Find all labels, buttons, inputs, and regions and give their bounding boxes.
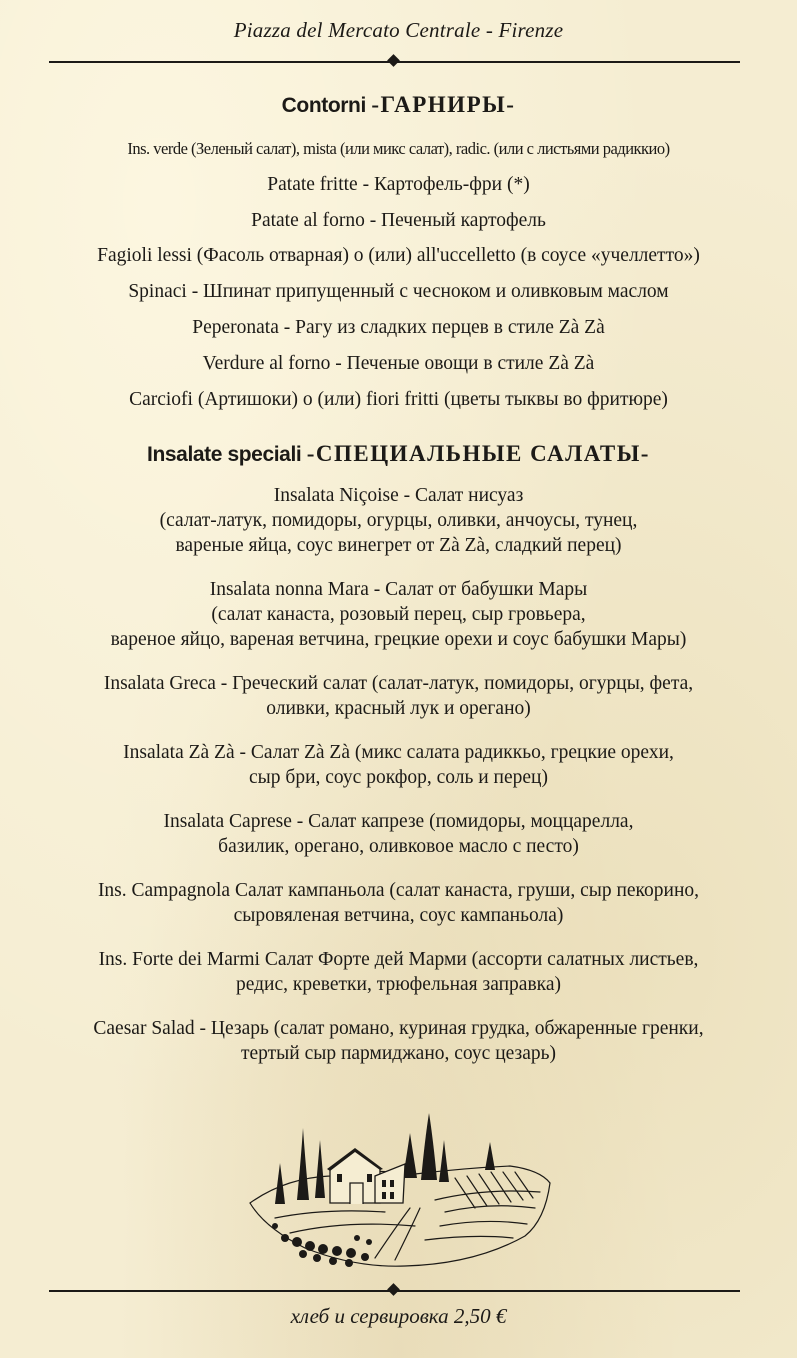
salad-line: сыровяленая ветчина, соус кампаньола) xyxy=(233,905,564,926)
salad-item xyxy=(0,947,797,997)
diamond-ornament-icon xyxy=(387,1283,400,1296)
salad-line: Ins. Forte dei Marmi Салат Форте дей Марми (ассорти салатных листьев, xyxy=(98,949,699,970)
salad-line: оливки, красный лук и орегано) xyxy=(266,698,531,719)
salad-line: Insalata nonna Mara - Салат от бабушки Мары xyxy=(209,579,588,600)
section-title-italian: Contorni xyxy=(281,94,372,117)
salad-line: Insalata Caprese - Салат капрезе (помидоры, моццарелла, xyxy=(163,811,634,832)
section-title-russian: -ГАРНИРЫ- xyxy=(371,92,516,117)
salad-line: вареные яйца, соус винегрет от Zà Zà, сладкий перец) xyxy=(175,535,622,556)
menu-item: Fagioli lessi (Фасоль отварная) o (или) all'uccelletto (в соусе «учеллетто») xyxy=(97,245,700,267)
salad-item xyxy=(0,1016,797,1066)
contorni-list xyxy=(0,137,797,423)
salad-line: Insalata Niçoise - Салат нисуаз xyxy=(273,485,524,506)
salad-item xyxy=(0,483,797,558)
salad-line: Insalata Greca - Греческий салат (салат-латук, помидоры, огурцы, фета, xyxy=(103,673,694,694)
salad-line: вареное яйцо, вареная ветчина, грецкие орехи и соус бабушки Мары) xyxy=(110,629,687,650)
salad-item xyxy=(0,878,797,928)
top-divider xyxy=(49,56,740,68)
location-title: Piazza del Mercato Centrale - Firenze xyxy=(233,18,564,42)
menu-item: Patate al forno - Печеный картофель xyxy=(251,209,546,231)
salad-item xyxy=(0,577,797,652)
menu-item: Spinaci - Шпинат припущенный с чесноком и оливковым маслом xyxy=(128,281,669,303)
salad-line: Caesar Salad - Цезарь (салат романо, куриная грудка, обжаренные гренки, xyxy=(93,1018,704,1039)
salads-list xyxy=(0,483,797,1085)
salad-line: редис, креветки, трюфельная заправка) xyxy=(235,974,561,995)
salad-item xyxy=(0,671,797,721)
menu-item: Peperonata - Рагу из сладких перцев в стиле Zà Zà xyxy=(192,316,605,338)
section-title-russian: -СПЕЦИАЛЬНЫЕ САЛАТЫ- xyxy=(306,441,650,466)
tuscan-landscape-icon xyxy=(245,1108,555,1273)
bread-service-note: хлеб и сервировка 2,50 € xyxy=(290,1304,507,1328)
menu-item: Ins. verde (Зеленый салат), mista (или микс салат), radic. (или с листьями радиккио) xyxy=(127,139,670,158)
salad-line: Insalata Zà Zà - Салат Zà Zà (микс салата радиккьо, грецкие орехи, xyxy=(123,742,674,763)
diamond-ornament-icon xyxy=(387,54,400,67)
salad-item xyxy=(0,740,797,790)
salad-item xyxy=(0,809,797,859)
menu-item: Carciofi (Артишоки) o (или) fiori fritti (цветы тыквы во фритюре) xyxy=(129,388,668,410)
salad-line: (салат канаста, розовый перец, сыр гровьера, xyxy=(211,604,586,625)
salad-line: Ins. Campagnola Салат кампаньола (салат канаста, груши, сыр пекорино, xyxy=(97,880,700,901)
salad-line: (салат-латук, помидоры, огурцы, оливки, анчоусы, тунец, xyxy=(159,510,638,531)
menu-item: Verdure al forno - Печеные овощи в стиле Zà Zà xyxy=(202,352,595,374)
section-title-insalate xyxy=(0,441,797,467)
menu-item: Patate fritte - Картофель-фри (*) xyxy=(267,173,530,195)
salad-line: базилик, орегано, оливковое масло с песто) xyxy=(218,836,579,857)
section-title-contorni xyxy=(0,92,797,118)
bottom-divider xyxy=(49,1285,740,1297)
section-title-italian: Insalate speciali xyxy=(147,443,307,466)
salad-line: тертый сыр пармиджано, соус цезарь) xyxy=(240,1043,557,1064)
salad-line: сыр бри, соус рокфор, соль и перец) xyxy=(249,767,548,788)
landscape-illustration xyxy=(245,1108,555,1273)
